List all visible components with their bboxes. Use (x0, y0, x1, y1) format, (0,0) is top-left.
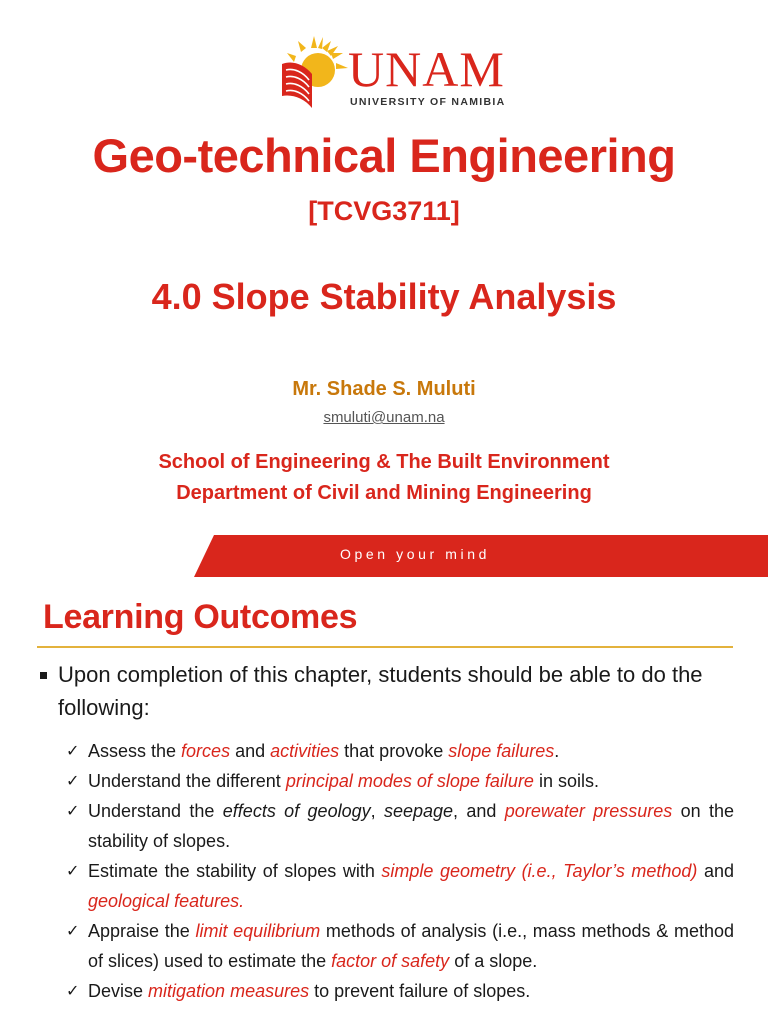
outcome-text-segment: in soils. (533, 771, 599, 791)
outcome-item (64, 766, 734, 796)
outcome-item (64, 856, 734, 916)
outcome-text-segment: and (230, 741, 271, 761)
logo-wordmark: UNAM (348, 41, 505, 97)
outcome-text (88, 916, 734, 976)
highlighted-term: factor of safety (331, 951, 450, 971)
highlighted-term: simple geometry (i.e., Taylor’s method) (381, 861, 698, 881)
page-title: Geo-technical Engineering (92, 129, 676, 182)
checkmark-icon: ✓ (66, 921, 80, 940)
checkmark-icon: ✓ (66, 861, 80, 880)
outcome-text-segment: , (370, 801, 384, 821)
outcomes-list (64, 736, 734, 1006)
outcome-text-segment: on the stability of slopes. (88, 801, 734, 851)
unam-logo (276, 34, 506, 110)
outcome-text-segment: . (554, 741, 560, 761)
banner-slogan: Open your mind (340, 546, 491, 562)
chapter-title: 4.0 Slope Stability Analysis (151, 276, 617, 317)
outcome-text (88, 856, 734, 916)
italic-term: seepage (383, 801, 454, 821)
author-name: Mr. Shade S. Muluti (292, 378, 476, 400)
highlighted-term: forces (181, 741, 231, 761)
highlighted-term: mitigation measures (148, 981, 310, 1001)
department-name: Department of Civil and Mining Engineering (176, 482, 592, 504)
section-title: Learning Outcomes (43, 598, 358, 636)
italic-term: effects of geology (222, 801, 371, 821)
outcome-text (88, 796, 734, 856)
outcome-text-segment: to prevent failure of slopes. (309, 981, 531, 1001)
outcome-item (64, 916, 734, 976)
outcome-text-segment: methods of analysis (i.e., mass methods & method of slices) used to estimate the (88, 921, 734, 971)
outcome-text-segment: Assess the (88, 741, 182, 761)
checkmark-icon: ✓ (66, 981, 80, 1000)
outcome-text-segment: and (697, 861, 734, 881)
logo-subtitle: UNIVERSITY OF NAMIBIA (350, 96, 506, 108)
highlighted-term: activities (270, 741, 340, 761)
checkmark-icon: ✓ (66, 771, 80, 790)
outcome-text (88, 976, 734, 1006)
outcome-text-segment: Understand the (88, 801, 223, 821)
highlighted-term: porewater pressures (504, 801, 673, 821)
outcome-text (88, 736, 734, 766)
course-code: [TCVG3711] (308, 196, 460, 226)
highlighted-term: limit equilibrium (195, 921, 321, 941)
section-divider (37, 646, 733, 648)
intro-bullet (40, 658, 736, 724)
checkmark-icon: ✓ (66, 801, 80, 820)
outcome-item (64, 796, 734, 856)
outcome-text-segment: Appraise the (88, 921, 196, 941)
outcome-text-segment: Understand the different (88, 771, 286, 791)
school-name: School of Engineering & The Built Environment (158, 451, 610, 473)
outcome-text-segment: of a slope. (449, 951, 538, 971)
highlighted-term: geological features. (88, 891, 245, 911)
highlighted-term: principal modes of slope failure (285, 771, 534, 791)
outcome-text (88, 766, 734, 796)
outcome-text-segment: Devise (88, 981, 149, 1001)
outcome-text-segment: Estimate the stability of slopes with (88, 861, 382, 881)
intro-text: Upon completion of this chapter, students should be able to do the following: (58, 662, 703, 720)
outcome-item (64, 736, 734, 766)
author-email-link[interactable]: smuluti@unam.na (323, 409, 445, 426)
highlighted-term: slope failures (448, 741, 555, 761)
checkmark-icon: ✓ (66, 741, 80, 760)
square-bullet-icon (40, 672, 47, 679)
outcome-text-segment: , and (453, 801, 505, 821)
unam-sun-book-icon (276, 34, 352, 110)
outcome-text-segment: that provoke (339, 741, 449, 761)
outcome-item (64, 976, 734, 1006)
